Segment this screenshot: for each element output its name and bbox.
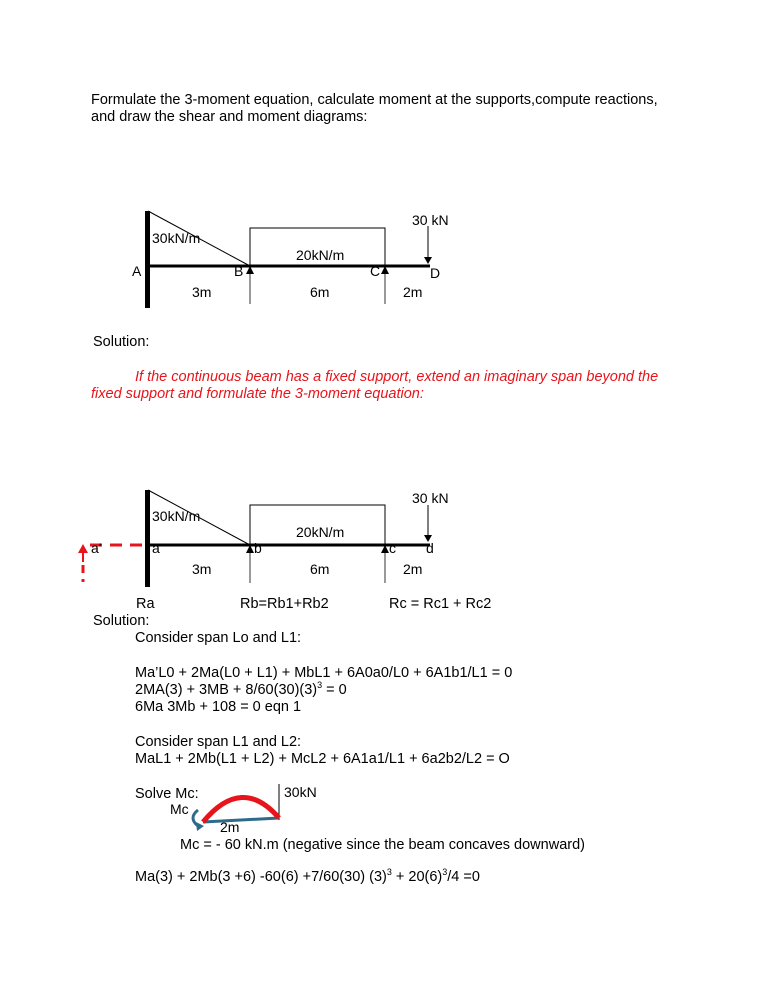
solution-label-1: Solution:: [93, 334, 150, 350]
label-c: C: [370, 263, 381, 279]
label-d: D: [430, 265, 441, 281]
reaction-a: Ra: [136, 596, 155, 612]
reaction-c: Rc = Rc1 + Rc2: [389, 596, 492, 612]
label-a: A: [132, 263, 142, 279]
equation-1: Ma’L0 + 2Ma(L0 + L1) + MbL1 + 6A0a0/L0 + 6A1b1/L1 = 0: [135, 665, 513, 681]
note-line-2: fixed support and formulate the 3-moment equation:: [91, 386, 424, 402]
reaction-b: Rb=Rb1+Rb2: [240, 596, 329, 612]
span-1-label-2: 3m: [192, 561, 212, 577]
problem-line-2: and draw the shear and moment diagrams:: [91, 109, 368, 125]
label-a-prime: a': [91, 540, 102, 556]
span-2-label-2: 6m: [310, 561, 330, 577]
load-mid-label-2: 20kN/m: [296, 524, 345, 540]
length-label: 2m: [220, 819, 240, 835]
cantilever-load-label: 30kN: [284, 784, 317, 800]
solution-label-2: Solution:: [93, 613, 150, 629]
moment-arrowhead-icon: [196, 822, 204, 831]
load-mid-label: 20kN/m: [296, 247, 345, 263]
label-b: B: [234, 263, 244, 279]
label-c-lower: c: [389, 540, 396, 556]
load-left-label: 30kN/m: [152, 230, 201, 246]
mc-result: Mc = - 60 kN.m (negative since the beam concaves downward): [180, 837, 585, 853]
span-3-label: 2m: [403, 284, 423, 300]
equation-5: Ma(3) + 2Mb(3 +6) -60(6) +7/60(30) $(3)^3 + 20(6)^3/4 =0$: [135, 867, 480, 885]
label-b-lower: b: [254, 540, 262, 556]
span-l1-l2-heading: Consider span L1 and L2:: [135, 734, 302, 750]
point-load-label: 30 kN: [412, 212, 449, 228]
note-line-1: If the continuous beam has a fixed support, extend an imaginary span beyond the: [135, 369, 659, 385]
span-l0-l1-heading: Consider span Lo and L1:: [135, 630, 302, 646]
cantilever-beam: [203, 818, 279, 822]
label-d-lower: d: [426, 540, 434, 556]
solve-mc-label: Solve Mc:: [135, 786, 199, 802]
equation-2: $2MA(3) + 3MB + 8/60(30)(3)^3 = 0$: [135, 680, 347, 698]
equation-3: 6Ma 3Mb + 108 = 0 eqn 1: [135, 699, 302, 715]
span-3-label-2: 2m: [403, 561, 423, 577]
load-left-label-2: 30kN/m: [152, 508, 201, 524]
point-load-label-2: 30 kN: [412, 490, 449, 506]
span-2-label: 6m: [310, 284, 330, 300]
equation-4: MaL1 + 2Mb(L1 + L2) + McL2 + 6A1a1/L1 + 6a2b2/L2 = O: [135, 751, 510, 767]
problem-line-1: Formulate the 3-moment equation, calculate moment at the supports,compute reactions,: [91, 92, 658, 108]
label-a-lower: a: [152, 540, 160, 556]
mc-label: Mc: [170, 801, 189, 817]
span-1-label: 3m: [192, 284, 212, 300]
